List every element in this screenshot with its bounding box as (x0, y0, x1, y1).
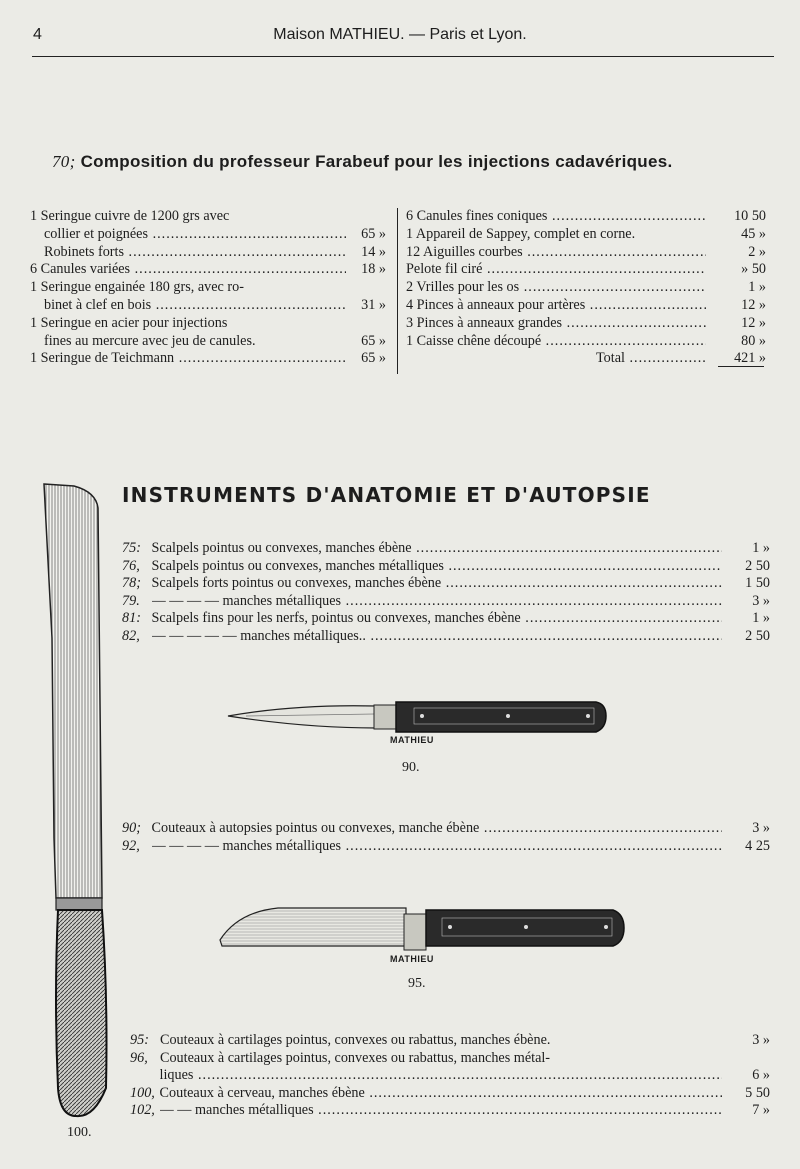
left-item-row (30, 297, 386, 315)
left-item-row (30, 244, 386, 262)
scalpel-row (122, 558, 770, 576)
item-description: — — — — — manches métalliques.. ..... (152, 628, 722, 646)
item-description: 1 Seringue cuivre de 1200 grs avec (30, 208, 230, 224)
item-price: 2 » (748, 243, 766, 260)
item-price: 45 » (741, 225, 766, 242)
item-price: 14 » (361, 243, 386, 260)
figure-100-caption: 100. (67, 1125, 92, 1140)
figure-95-caption: 95. (408, 976, 426, 991)
item-number: 82, (122, 627, 140, 644)
item-description: liques ..... (160, 1067, 722, 1085)
item-price: 421 » (734, 350, 766, 367)
scalpels-list (122, 540, 770, 646)
right-item-row (406, 261, 766, 279)
item-description: — — — — manches métalliques ..... (152, 593, 722, 611)
item-price: 3 » (752, 1032, 770, 1048)
item-price: 65 » (361, 225, 386, 242)
section-number: 70; (52, 152, 76, 171)
item-price (722, 1050, 770, 1068)
item-price: 18 » (361, 261, 386, 278)
item-price: 2 50 (745, 627, 770, 644)
scalpel-row (122, 540, 770, 558)
autopsy-knives-list (122, 820, 770, 855)
item-description: 6 Canules fines coniques ..... (406, 208, 706, 226)
scalpel-row (122, 610, 770, 628)
item-number: 95: (130, 1032, 149, 1048)
item-number: 79. (122, 592, 140, 609)
item-number: 78; (122, 575, 141, 592)
item-number (130, 1067, 156, 1085)
page-number: 4 (33, 26, 42, 43)
item-price: 65 » (361, 350, 386, 367)
cartilage-knife-row (130, 1032, 770, 1050)
section-title-text: Composition du professeur Farabeuf pour les injections cadavériques. (80, 152, 673, 171)
item-description: Robinets forts ..... (30, 244, 346, 262)
header-rule (32, 56, 774, 57)
item-price: 1 » (752, 610, 770, 627)
item-number: 102, (130, 1102, 155, 1119)
item-description: 1 Seringue de Teichmann ..... (30, 350, 346, 368)
item-price: 65 » (361, 332, 386, 349)
figure-90-caption: 90. (402, 760, 420, 775)
right-item-row (406, 244, 766, 262)
scalpel-row (122, 575, 770, 593)
item-description: Scalpels forts pointus ou convexes, manches ébène ..... (152, 575, 722, 593)
column-separator (397, 208, 398, 374)
figure-95-brand: MATHIEU (390, 954, 434, 964)
item-number: 100, (130, 1084, 155, 1101)
left-item-row (30, 333, 386, 351)
item-description: 4 Pinces à anneaux pour artères ..... (406, 297, 706, 315)
item-description: 1 Caisse chêne découpé ..... (406, 333, 706, 351)
item-price: 7 » (752, 1102, 770, 1119)
item-number: 81: (122, 610, 141, 627)
item-price: 4 25 (745, 837, 770, 854)
cartilage-knife-figure-95 (218, 904, 626, 954)
item-price (346, 208, 386, 226)
item-price: 10 50 (734, 208, 766, 224)
item-description: 1 Seringue en acier pour injections (30, 314, 228, 331)
item-price (346, 279, 386, 297)
item-description: Couteaux à cartilages pointus, convexes ou rabattus, manches ébène. (160, 1032, 551, 1048)
item-description: Pelote fil ciré ..... (406, 261, 706, 279)
item-price: 12 » (741, 296, 766, 313)
item-number: 92, (122, 837, 140, 854)
scalpel-figure-90 (226, 698, 608, 740)
item-price: 6 » (752, 1067, 770, 1084)
figure-90-brand: MATHIEU (390, 735, 434, 745)
left-item-row (30, 208, 386, 226)
item-description: 2 Vrilles pour les os ..... (406, 279, 706, 297)
total-row (406, 350, 766, 368)
item-price: 3 » (752, 820, 770, 836)
item-description: 12 Aiguilles courbes ..... (406, 244, 706, 262)
item-number: 90; (122, 820, 141, 836)
autopsy-knife-row (122, 838, 770, 856)
item-description: Total ..... (406, 350, 706, 368)
item-description: Couteaux à autopsies pointus ou convexes, manche ébène ..... (152, 820, 722, 838)
section-title (52, 152, 673, 172)
item-number: 96, (130, 1049, 148, 1066)
knife-figure-100 (36, 478, 116, 1123)
item-description: — — manches métalliques ..... (160, 1102, 722, 1120)
item-description: 3 Pinces à anneaux grandes ..... (406, 315, 706, 333)
item-description: 6 Canules variées ..... (30, 261, 346, 279)
right-item-row (406, 333, 766, 351)
item-description: fines au mercure avec jeu de canules. (44, 332, 256, 349)
item-price: 31 » (361, 296, 386, 313)
item-description: 1 Seringue engainée 180 grs, avec ro- (30, 279, 244, 296)
scalpel-row (122, 628, 770, 646)
scalpel-row (122, 593, 770, 611)
item-description: Scalpels pointus ou convexes, manches ébène ..... (152, 540, 722, 558)
item-description: Scalpels fins pour les nerfs, pointus ou convexes, manches ébène ..... (152, 610, 722, 628)
instruments-title: INSTRUMENTS D'ANATOMIE ET D'AUTOPSIE (122, 483, 651, 507)
item-price: 1 » (752, 540, 770, 556)
cartilage-knife-row (130, 1067, 770, 1085)
item-price: 1 50 (745, 575, 770, 592)
item-price: 12 » (741, 314, 766, 331)
item-description: collier et poignées ..... (30, 226, 346, 244)
item-description: Scalpels pointus ou convexes, manches métalliques ..... (152, 558, 722, 576)
left-item-row (30, 350, 386, 368)
cartilage-knife-row (130, 1085, 770, 1103)
item-price: 3 » (752, 592, 770, 609)
cartilage-knife-row (130, 1050, 770, 1068)
item-description: Couteaux à cerveau, manches ébène ..... (160, 1085, 722, 1103)
item-description: 1 Appareil de Sappey, complet en corne. (406, 225, 636, 242)
item-price: 5 50 (745, 1084, 770, 1101)
item-description: Couteaux à cartilages pointus, convexes ou rabattus, manches métal- (160, 1049, 551, 1066)
autopsy-knife-row (122, 820, 770, 838)
left-item-row (30, 279, 386, 297)
item-price: 1 » (748, 279, 766, 296)
right-item-row (406, 208, 766, 226)
item-price: 2 50 (745, 557, 770, 574)
item-price: 80 » (741, 332, 766, 349)
right-item-row (406, 279, 766, 297)
cartilage-knives-list (130, 1032, 770, 1120)
right-item-row (406, 297, 766, 315)
right-item-row (406, 226, 766, 244)
left-item-list (30, 208, 386, 368)
left-item-row (30, 261, 386, 279)
item-number: 75: (122, 540, 141, 556)
cartilage-knife-row (130, 1102, 770, 1120)
left-item-row (30, 226, 386, 244)
item-price: » 50 (741, 261, 766, 278)
running-header: Maison MATHIEU. — Paris et Lyon. (273, 26, 527, 43)
item-description: binet à clef en bois ..... (30, 297, 346, 315)
item-price (346, 315, 386, 333)
item-number: 76, (122, 557, 140, 574)
left-item-row (30, 315, 386, 333)
total-rule (718, 366, 764, 367)
right-item-list (406, 208, 766, 368)
item-description: — — — — manches métalliques ..... (152, 838, 722, 856)
right-item-row (406, 315, 766, 333)
